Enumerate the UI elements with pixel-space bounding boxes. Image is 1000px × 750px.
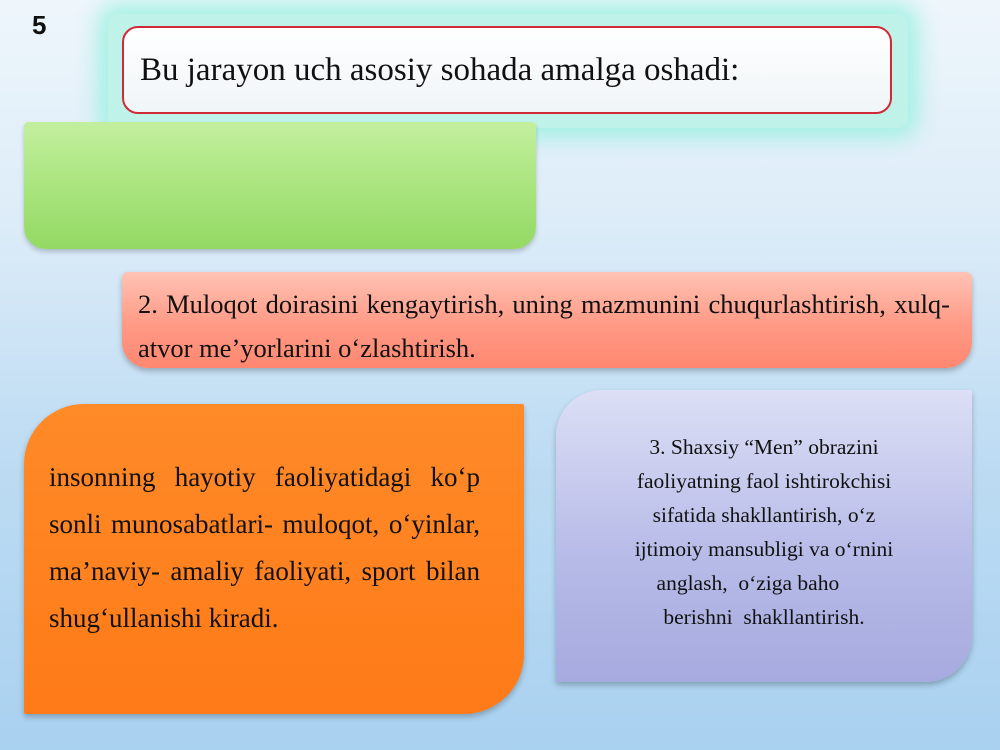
item-3-line: sifatida shakllantirish, o‘z bbox=[652, 503, 876, 527]
item-3-line: 3. Shaxsiy “Men” obrazini bbox=[649, 435, 879, 459]
item-3-line: berishni shakllantirish. bbox=[663, 605, 865, 629]
slide-number: 5 bbox=[32, 10, 47, 40]
item-3-line: faoliyatning faol ishtirokchisi bbox=[636, 469, 892, 493]
item-3-line: anglash, o‘ziga baho bbox=[656, 571, 872, 595]
activities-box: insonning hayotiy faoliyatidagi ko‘p sonli munosabatlari- muloqot, o‘yinlar, ma’naviy- amaliy faoliyati, sport bilan shug‘ullanishi kiradi. bbox=[24, 404, 524, 714]
item-3-line: ijtimoiy mansubligi va o‘rnini bbox=[634, 537, 894, 561]
item-2-box: 2. Muloqot doirasini kengaytirish, uning mazmunini chuqurlashtirish, xulq-atvor me’yorlarini o‘zlashtirish. bbox=[122, 272, 972, 368]
slide-title: Bu jarayon uch asosiy sohada amalga oshadi: bbox=[122, 26, 892, 114]
item-3-box bbox=[556, 390, 972, 682]
green-box bbox=[24, 122, 536, 249]
